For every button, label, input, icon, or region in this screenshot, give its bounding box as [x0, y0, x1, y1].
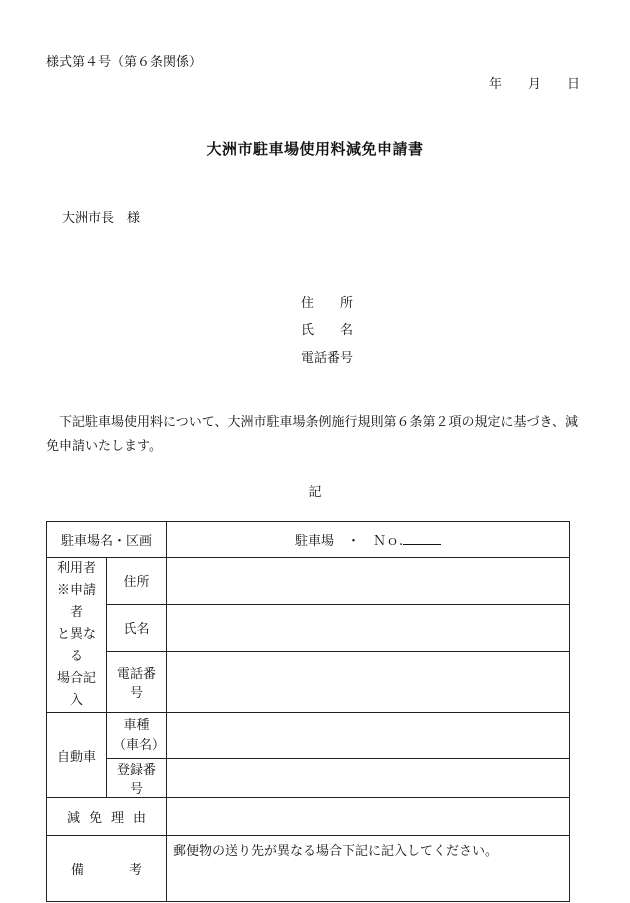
ki-heading: 記: [308, 485, 322, 500]
lot-number-blank[interactable]: [403, 532, 441, 545]
user-address-field[interactable]: [167, 558, 570, 605]
user-label-line-4: 場合記入: [56, 671, 96, 708]
parking-value-field[interactable]: [167, 522, 570, 558]
car-type-line-1: 車種: [123, 717, 150, 733]
application-table: [46, 521, 570, 902]
applicant-phone-label: 電話番号: [301, 351, 354, 366]
page-title: 大洲市駐車場使用料減免申請書: [206, 140, 424, 158]
remarks-field[interactable]: [167, 836, 570, 902]
applicant-name-row: [301, 319, 353, 338]
remarks-note: 郵便物の送り先が異なる場合下記に記入してください。: [173, 844, 499, 859]
body-paragraph: 下記駐車場使用料について、大洲市駐車場条例施行規則第６条第２項の規定に基づき、減免申請いたします。: [46, 415, 578, 454]
parking-value-prefix: 駐車場 ・ Ｎｏ.: [294, 534, 404, 549]
applicant-name-label: 氏名: [301, 323, 353, 338]
table-row-user-address: [47, 558, 570, 605]
addressee: 大洲市長 様: [62, 211, 141, 226]
user-label-line-2: ※申請者: [56, 583, 96, 620]
reason-label-cell: [47, 798, 167, 836]
user-phone-field[interactable]: [167, 651, 570, 712]
user-phone-label: 電話番号: [107, 651, 167, 712]
user-address-label: 住所: [107, 558, 167, 605]
table-row-car-type: [47, 713, 570, 759]
date-line: [489, 73, 580, 92]
parking-label: 駐車場名・区画: [47, 522, 167, 558]
table-row-parking: [47, 522, 570, 558]
table-row-user-name: [47, 604, 570, 651]
reason-field[interactable]: [167, 798, 570, 836]
reason-label: 減免理由: [67, 811, 147, 826]
user-label-line-3: と異なる: [56, 627, 96, 664]
date-day-label: 日: [566, 77, 580, 92]
remarks-label-cell: [47, 836, 167, 902]
table-row-remarks: [47, 836, 570, 902]
remarks-label: 備考: [71, 863, 143, 878]
car-type-line-2: （車名）: [113, 737, 166, 753]
date-month-label: 月: [527, 77, 541, 92]
car-type-label: [107, 713, 167, 759]
applicant-address-row: [301, 292, 353, 311]
car-type-field[interactable]: [167, 713, 570, 759]
applicant-phone-row: [301, 347, 353, 366]
form-number: 様式第４号（第６条関係）: [46, 55, 203, 70]
user-name-label: 氏名: [107, 604, 167, 651]
date-year-label: 年: [488, 77, 502, 92]
car-reg-label: 登録番号: [107, 759, 167, 798]
user-group-label: [47, 558, 107, 713]
table-row-car-reg: [47, 759, 570, 798]
car-label: 自動車: [47, 713, 107, 798]
user-label-line-1: 利用者: [56, 561, 96, 576]
user-name-field[interactable]: [167, 604, 570, 651]
table-row-user-phone: [47, 651, 570, 712]
car-reg-field[interactable]: [167, 759, 570, 798]
applicant-address-label: 住所: [301, 296, 353, 311]
table-row-reason: [47, 798, 570, 836]
